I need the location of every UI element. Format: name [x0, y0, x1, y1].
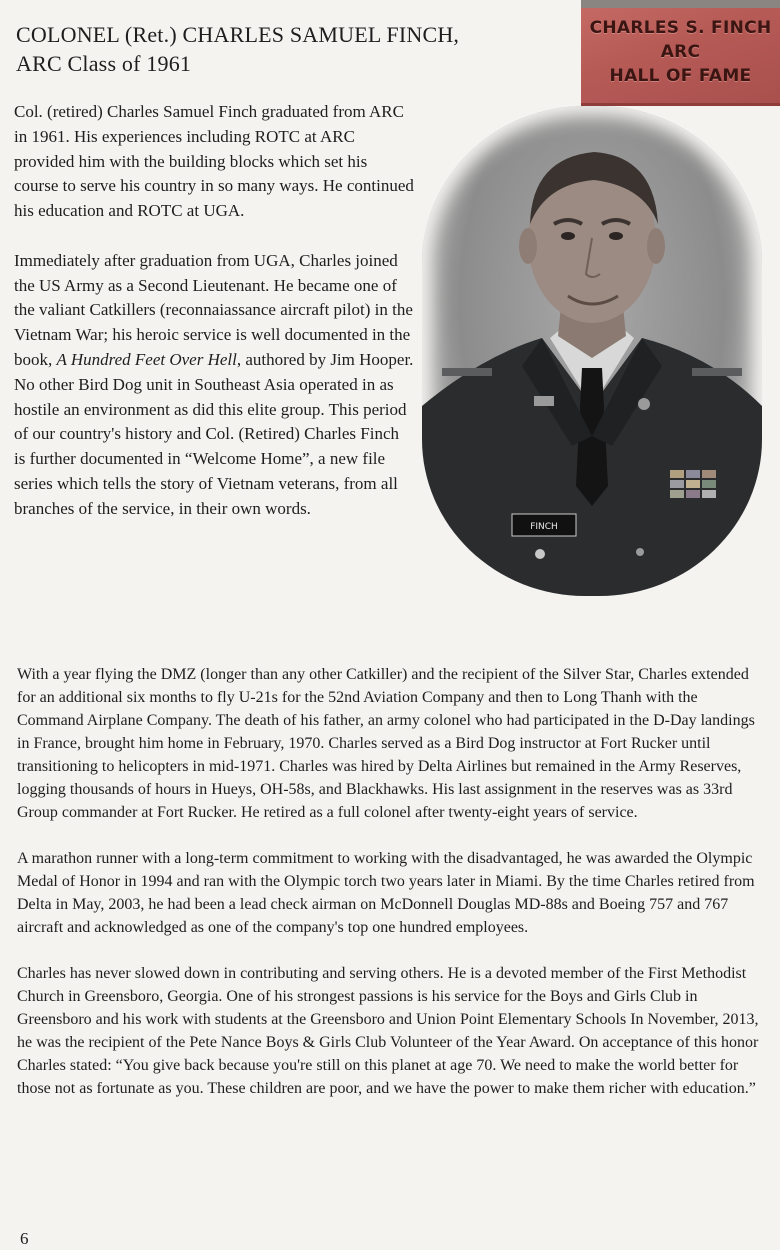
page-title	[16, 20, 556, 78]
brick-mortar	[581, 0, 780, 8]
hall-of-fame-brick	[581, 0, 780, 106]
portrait-illustration	[422, 106, 762, 596]
title-line-1: COLONEL (Ret.) CHARLES SAMUEL FINCH,	[16, 22, 460, 47]
page-number: 6	[20, 1229, 29, 1248]
ribbon-rack	[670, 470, 716, 498]
title-line-2: ARC Class of 1961	[16, 51, 192, 76]
name-tag-label: FINCH	[530, 522, 558, 532]
brick-line-1: CHARLES S. FINCH	[589, 17, 772, 38]
paragraph-1: Col. (retired) Charles Samuel Finch graduated from ARC in 1961. His experiences including ROTC at ARC provided him with the building blocks which set his course to serve his country in so many ways. He continued his education and ROTC at UGA.	[14, 102, 414, 221]
full-width-text	[17, 663, 767, 1123]
paragraph-3: With a year flying the DMZ (longer than any other Catkiller) and the recipient of the Silver Star, Charles extended for an additional six months to fly U-21s for the 52nd Aviation Company and then to Long Thanh with the Command Airplane Company. The death of his father, an army colonel who had participated in the D-Day landings in France, brought him home in February, 1970. Charles served as a Bird Dog instructor at Fort Rucker until transitioning to helicopters in mid-1971. Charles was hired by Delta Airlines but remained in the Army Reserves, logging thousands of hours in Hueys, OH-58s, and Blackhawks. His last assignment in the reserves was as 33rd Group commander at Fort Rucker. He retired as a full colonel after twenty-eight years of service.	[17, 666, 755, 821]
book-title: A Hundred Feet Over Hell	[56, 349, 237, 369]
column-text	[14, 100, 414, 546]
paragraph-2	[14, 249, 414, 522]
paragraph-4: A marathon runner with a long-term commitment to working with the disadvantaged, he was awarded the Olympic Medal of Honor in 1994 and ran with the Olympic torch two years later in Miami. By the time Charles retired from Delta in May, 2003, he had been a lead check airman on McDonnell Douglas MD-88s and Boeing 757 and 767 aircraft and acknowledged as one of the company's top one hundred employees.	[17, 850, 755, 936]
brick-line-3: HALL OF FAME	[609, 65, 752, 86]
paragraph-2-after: , authored by Jim Hooper. No other Bird Dog unit in Southeast Asia operated in as hostile an environment as did this elite group. This period of our country's history and Col. (Retired) Charles Finch is further documented in “Welcome Home”, a new file series which tells the story of Vietnam veterans, from all branches of the service, in their own words.	[14, 349, 414, 518]
brick-line-2: ARC	[660, 41, 701, 62]
paragraph-5: Charles has never slowed down in contributing and serving others. He is a devoted member of the First Methodist Church in Greensboro, Georgia. One of his strongest passions is his service for the Boys and Girls Club in Greensboro and his work with students at the Greensboro and Union Point Elementary Schools In November, 2013, he was the recipient of the Pete Nance Boys & Girls Club Volunteer of the Year Award. On acceptance of this honor Charles stated: “You give back because you're still on this planet at age 70. We need to make the world better for those not as fortunate as you. These children are poor, and we have the power to make them richer with education.”	[17, 965, 759, 1097]
portrait-photo	[422, 106, 762, 596]
paragraph-2-before: Immediately after graduation from UGA, Charles joined the US Army as a Second Lieutenant. He became one of the valiant Catkillers (reconnaiassance aircraft pilot) in the Vietnam War; his heroic service is well documented in the book,	[14, 250, 413, 369]
